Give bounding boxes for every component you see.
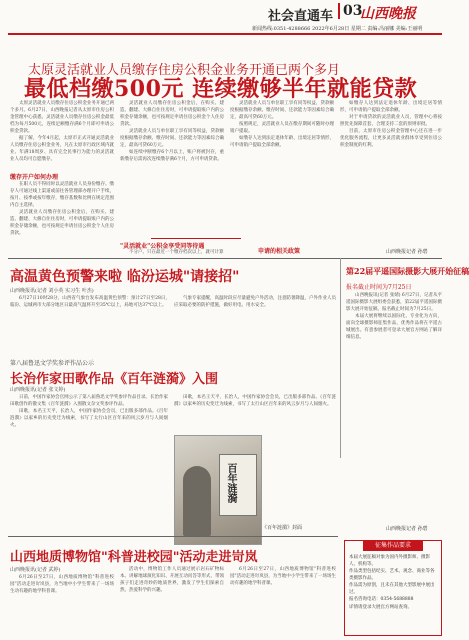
paragraph: 对于申请贷款的灵活就业人员，管理中心将按照优先保障首套、合理支持二套的原则审批。 bbox=[340, 115, 442, 127]
lead-pullquote: "灵活就业"公积金享受同等待遇 bbox=[120, 243, 205, 250]
paragraph: 山西晚报讯(记者 张婧) 6月27日，记者从平遥国际摄影大展组委会获悉，第22届平遥国际摄影大展开始征稿，报名截止时间为7月25日。 bbox=[346, 293, 442, 312]
section-title: 社会直通车 bbox=[268, 9, 334, 24]
pullquote-rule-top bbox=[151, 238, 241, 239]
paragraph: 太原灵活就业人员缴存住房公积金业务开通已两个多月。6月27日，山西晚报记者从太原市住房公积金管理中心获悉，灵活就业人员缴存住房公积金最低档为每月500元，连续足额缴存满6个月即可申请公积金贷款。 bbox=[10, 101, 114, 134]
book-cover bbox=[219, 454, 257, 516]
prize-headline: 长治作家田歌作品《百年涟漪》入围 bbox=[10, 372, 219, 387]
sidebar-subtitle: 报名截止时间为7月25日 bbox=[346, 284, 412, 291]
submission-requirements-box bbox=[344, 540, 442, 636]
paragraph: 活动中，博物馆工作人员通过展示岩石矿物标本、讲解地球演化知识、开展互动问答等形式，带领孩子们走进奇妙的地质世界，激发了学生们探索自然、热爱科学的兴趣。 bbox=[120, 567, 224, 593]
page-number: 03 bbox=[338, 3, 362, 19]
lead-column-1 bbox=[10, 100, 114, 170]
lead-byline: 山西晚报记者 孙碧 bbox=[386, 249, 428, 255]
museum-column-3 bbox=[230, 566, 336, 634]
lead-kicker: 太原灵活就业人员缴存住房公积金业务开通已两个多月 bbox=[28, 63, 341, 78]
warning-headline: 高温黄色预警来啦 临汾运城"请接招" bbox=[10, 269, 240, 285]
book-title: 百年涟漪 bbox=[225, 463, 236, 503]
museum-source: 山西晚报讯(记者 武婷) bbox=[10, 567, 61, 573]
sidebar-byline: 山西晚报记者 孙碧 bbox=[386, 526, 428, 532]
paragraph: 灵活就业人员与单位职工享有同等权益，贷款额度根据缴存余额、缴存时间、还款能力等因素综合确定，最高可贷60万元。 bbox=[120, 129, 224, 148]
paragraph: 灵活就业人员缴存住房公积金后，在购买、建造、翻建、大修自住住房时，可申请提取账户内的公积金存储余额，也可按规定申请住房公积金个人住房贷款。 bbox=[120, 101, 224, 127]
header-info: 新闻热线:0351-4288666 2022年6月28日 星期二 责编:冯丽娜 美编:王丽明 bbox=[252, 26, 423, 32]
paragraph: 灵活就业人员缴存住房公积金后，在购买、建造、翻建、大修自住住房时，可申请提取账户内的公积金存储余额，也可按规定申请住房公积金个人住房贷款。 bbox=[10, 210, 114, 236]
lead-pullquote-sub: 不分户、只在最近一个缴存档次以上，就可计算 bbox=[129, 250, 224, 255]
lead-subhead-3: 申请的相关政策 bbox=[258, 248, 301, 255]
prize-column-1 bbox=[10, 394, 168, 506]
section-divider bbox=[8, 258, 442, 259]
author-figure bbox=[183, 466, 211, 536]
paragraph: 如连续中断缴存6个月以上，账户将被封存，重新缴存后需再次连续缴存满6个月，方可申请贷款。 bbox=[120, 150, 224, 162]
museum-column-1 bbox=[10, 574, 114, 634]
sidebar-divider bbox=[340, 258, 341, 458]
sidebar-body bbox=[346, 292, 442, 467]
newspaper-logo: 山西晚报 bbox=[360, 6, 416, 22]
paragraph: 气象专家提醒，高温时段应尽量避免户外活动，注意防暑降温，户外作业人员应采取必要的防护措施，做好用电、用水安全。 bbox=[174, 296, 336, 308]
paragraph: 据了解，今年4月起，太原市正式开通灵活就业人员缴存住房公积金业务，凡在太原市行政区域内就业、年满18周岁、具有完全民事行为能力的灵活就业人员均可自愿缴存。 bbox=[10, 136, 114, 162]
photo-caption: 《百年涟漪》封面 bbox=[262, 525, 303, 531]
paragraph: 如缴存人达到法定退休年龄、出境定居等情形，可申请销户提取全部余额。 bbox=[340, 101, 442, 113]
lead-column-3 bbox=[230, 100, 334, 252]
lead-column-4 bbox=[340, 100, 442, 245]
paragraph: 6月26日至27日，山西地质博物馆"科普进校园"活动走进岢岚县，为当地中小学生带来了一场场生动有趣的地学科普课。 bbox=[10, 575, 114, 594]
paragraph: 6月27日10时28分，山西省气象台发布高温黄色预警：预计27日至28日，临汾、运城两市大部分地区日最高气温将升至35℃以上，局地可达37℃以上。 bbox=[10, 296, 170, 308]
museum-headline: 山西地质博物馆"科普进校园"活动走进岢岚 bbox=[10, 550, 258, 565]
paragraph: 日前，中国作家协会官网公示了第八届鲁迅文学奖参评作品目录。长治作家田歌创作的散文集《百年涟漪》入围散文杂文奖参评作品。 bbox=[10, 395, 168, 407]
page-header bbox=[0, 0, 450, 40]
paragraph: 田歌，本名王天平，长治人，中国作家协会会员，已出版多部作品。《百年涟漪》以家乡的历史变迁为线索，书写了太行山区百年来的风云岁月与人间烟火。 bbox=[10, 409, 168, 428]
museum-column-2 bbox=[120, 566, 224, 634]
prize-kicker: 第八届鲁迅文学奖参评作品公示 bbox=[10, 360, 95, 367]
lead-subhead-1: 缴存开户如何办理 bbox=[10, 174, 59, 181]
prize-source: 山西晚报讯(记者 张文婷) bbox=[10, 387, 66, 393]
paragraph: 田歌，本名王天平，长治人，中国作家协会会员，已出版多部作品。《百年涟漪》以家乡的历史变迁为线索，书写了太行山区百年来的风云岁月与人间烟火。 bbox=[174, 395, 336, 407]
prize-column-2 bbox=[174, 394, 336, 432]
lead-column-1b bbox=[10, 181, 114, 253]
paragraph: 按照规定，灵活就业人员在缴存期间可随时办理销户提取。 bbox=[230, 122, 334, 134]
warning-column-2 bbox=[174, 295, 336, 351]
paragraph: 灵活就业人员与单位职工享有同等权益，贷款额度根据缴存余额、缴存时间、还款能力等因素综合确定，最高可贷60万元。 bbox=[230, 101, 334, 120]
book-cover-photo bbox=[174, 435, 262, 545]
lead-column-2 bbox=[120, 100, 224, 240]
section-divider-2 bbox=[8, 536, 338, 537]
warning-column-1 bbox=[10, 295, 170, 351]
lead-headline: 最低档缴500元 连续缴够半年就能贷款 bbox=[24, 76, 418, 102]
paragraph: 在职人员不得同时以灵活就业人员身份缴存。缴存人可通过线上渠道或前往各管理部办理开户手续，按月、按季或按年缴存，缴存基数和比例在规定范围内自主选择。 bbox=[10, 182, 114, 208]
box-body: 本届大展征稿对象为国内外摄影师、摄影人、机构等。 作品类型包括纪实、艺术、观念、商业等各类摄影作品。 作品需为原创，且未在其他大型影展中展出过。 报名咨询电话：0354-5688888 详情请登录大展官方网站查询。 bbox=[349, 555, 435, 610]
warning-source: 山西晚报讯(记者 刘小英 实习生 叶杰) bbox=[10, 288, 94, 294]
paragraph: 目前，太原市住房公积金管理中心还在进一步优化服务流程，让更多灵活就业群体享受到住房公积金制度的红利。 bbox=[340, 129, 442, 148]
box-tag: 征集作品要求 bbox=[363, 540, 423, 551]
paragraph: 本届大展将继续以国际化、专业化为方向，面向全球摄影师征集作品，优秀作品将在平遥古城展出。有意参展者可登录大展官方网站了解详细信息。 bbox=[346, 314, 442, 340]
header-rule bbox=[8, 33, 442, 35]
sidebar-headline: 第22届平遥国际摄影大展开始征稿 bbox=[346, 266, 469, 276]
paragraph: 如缴存人达到法定退休年龄、出境定居等情形，可申请销户提取全部余额。 bbox=[230, 136, 334, 148]
paragraph: 6月26日至27日，山西地质博物馆"科普进校园"活动走进岢岚县，为当地中小学生带来了一场场生动有趣的地学科普课。 bbox=[230, 567, 336, 586]
